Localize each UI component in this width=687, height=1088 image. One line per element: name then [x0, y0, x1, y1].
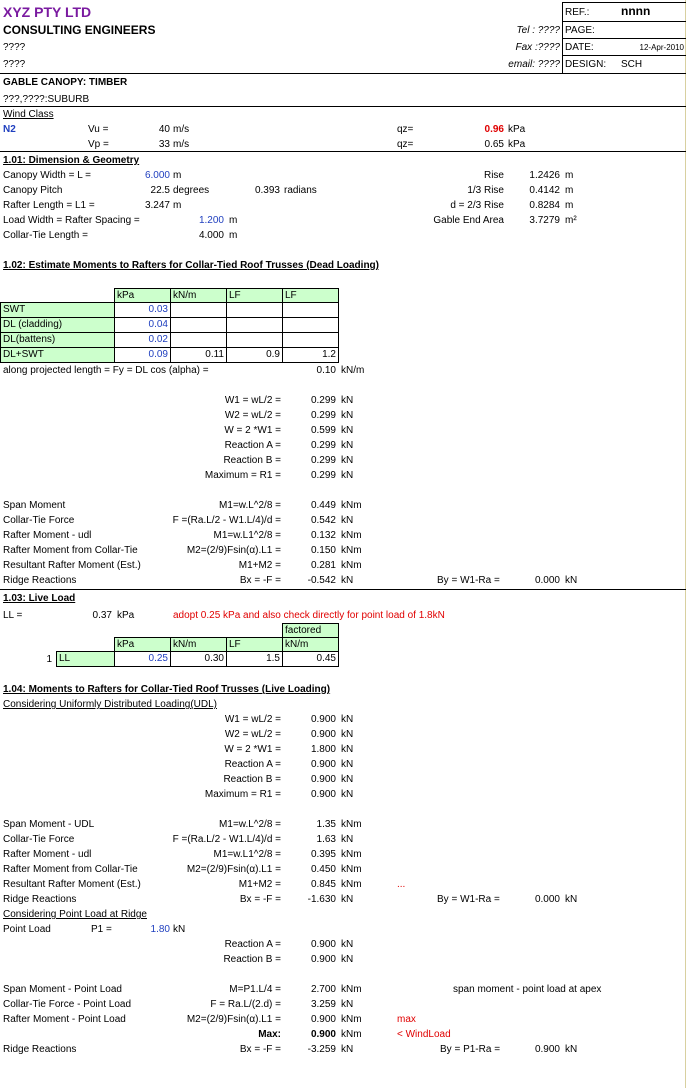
- moment-formula: M2=(2/9)Fsin(α).L1 =: [186, 545, 281, 556]
- canopy-width-value: 6.000: [144, 170, 170, 181]
- moment-unit: kNm: [341, 1014, 362, 1025]
- by-unit: kN: [565, 894, 578, 905]
- moment-value: 0.281: [310, 560, 336, 571]
- live-table-header: kN/m: [170, 637, 227, 652]
- moment-formula: F =(Ra.L/2 - W1.L/4)/d =: [172, 834, 281, 845]
- third-rise-label: 1/3 Rise: [467, 185, 504, 196]
- by-value: 0.000: [534, 575, 560, 586]
- collar-tie-length-unit: m: [229, 230, 238, 241]
- qz-label: qz=: [397, 124, 414, 135]
- rafter-length-value: 3.247: [144, 200, 170, 211]
- moment-formula: M1=w.L^2/8 =: [219, 819, 281, 830]
- reaction-value: 0.299: [310, 455, 336, 466]
- qz-unit: kPa: [508, 139, 526, 150]
- factored-header: factored: [282, 623, 339, 638]
- vp-label: Vp =: [88, 139, 109, 150]
- section-1-04-heading: 1.04: Moments to Rafters for Collar-Tied Roof Trusses (Live Loading): [3, 684, 331, 695]
- moment-formula: F =(Ra.L/2 - W1.L/4)/d =: [172, 515, 281, 526]
- moment-formula: M2=(2/9)Fsin(α).L1 =: [186, 1014, 281, 1025]
- vp-value: 33: [158, 139, 170, 150]
- moment-unit: kNm: [341, 984, 362, 995]
- moment-formula: M1=w.L1^2/8 =: [213, 849, 281, 860]
- qz-unit: kPa: [508, 124, 526, 135]
- dead-row-lf: 0.9: [226, 347, 283, 363]
- rise-value: 1.2426: [529, 170, 560, 181]
- header-box-top: [562, 2, 686, 3]
- moment-formula: Bx = -F =: [239, 894, 281, 905]
- point-load-label: Point Load: [3, 924, 51, 935]
- ref-label: REF.:: [565, 7, 590, 18]
- moment-name: Span Moment - UDL: [3, 819, 95, 830]
- reaction-label: Maximum = R1 =: [204, 470, 281, 481]
- dead-row-label: DL (cladding): [0, 317, 115, 333]
- live-table-header: kPa: [114, 637, 171, 652]
- moment-unit: kN: [341, 1044, 354, 1055]
- reaction-label: W1 = wL/2 =: [224, 714, 281, 725]
- moment-name: Ridge Reactions: [3, 1044, 77, 1055]
- reaction-value: 1.800: [310, 744, 336, 755]
- reaction-unit: kN: [341, 939, 354, 950]
- rafter-length-label: Rafter Length = L1 =: [3, 200, 95, 211]
- rise-unit: m: [565, 170, 574, 181]
- moment-unit: kNm: [341, 864, 362, 875]
- page-label: PAGE:: [565, 25, 595, 36]
- dead-row-label: DL(battens): [0, 332, 115, 348]
- reaction-value: 0.299: [310, 410, 336, 421]
- moment-value: 0.542: [310, 515, 336, 526]
- section-1-02-heading: 1.02: Estimate Moments to Rafters for Collar-Tied Roof Trusses (Dead Loading): [3, 260, 379, 271]
- moment-formula: F = Ra.L/(2.d) =: [210, 999, 281, 1010]
- ll-value: 0.37: [92, 610, 112, 621]
- reaction-unit: kN: [341, 425, 354, 436]
- project-divider: [0, 106, 686, 107]
- reaction-label: Reaction B =: [223, 774, 281, 785]
- reaction-label: W2 = wL/2 =: [224, 410, 281, 421]
- reaction-value: 0.900: [310, 939, 336, 950]
- dead-row-knm: 0.11: [170, 347, 227, 363]
- reaction-unit: kN: [341, 729, 354, 740]
- dead-table-header: LF: [226, 288, 283, 303]
- load-width-value: 1.200: [198, 215, 224, 226]
- qz-label: qz=: [397, 139, 414, 150]
- wind-load-note: < WindLoad: [397, 1029, 451, 1040]
- moment-formula: M=P1.L/4 =: [229, 984, 281, 995]
- design-value: SCH: [621, 59, 643, 70]
- reaction-unit: kN: [341, 774, 354, 785]
- p1-label: P1 =: [91, 924, 112, 935]
- moment-unit: kNm: [341, 560, 362, 571]
- qz-service-value: 0.65: [484, 139, 504, 150]
- moment-value: 2.700: [310, 984, 336, 995]
- reaction-unit: kN: [341, 455, 354, 466]
- wind-class-value: N2: [3, 124, 16, 135]
- vu-label: Vu =: [88, 124, 109, 135]
- dead-row-lf: [226, 332, 283, 348]
- reaction-label: Maximum = R1 =: [204, 789, 281, 800]
- dead-row-kpa: 0.03: [114, 302, 171, 318]
- max-unit: kNm: [341, 1029, 362, 1040]
- reaction-value: 0.900: [310, 789, 336, 800]
- reaction-label: Reaction A =: [224, 440, 281, 451]
- projected-length-label: along projected length = Fy = DL cos (alpha) =: [3, 365, 209, 376]
- live-row-lf: 1.5: [226, 651, 283, 667]
- gable-area-label: Gable End Area: [433, 215, 504, 226]
- reaction-label: W = 2 *W1 =: [224, 744, 281, 755]
- reaction-value: 0.299: [310, 470, 336, 481]
- moment-name: Ridge Reactions: [3, 894, 77, 905]
- ref-value: nnnn: [621, 4, 651, 18]
- dead-row-lf: [282, 302, 339, 318]
- moment-name: Resultant Rafter Moment (Est.): [3, 879, 141, 890]
- qz-ultimate-value: 0.96: [484, 124, 504, 135]
- moment-value: 3.259: [310, 999, 336, 1010]
- moment-unit: kNm: [341, 500, 362, 511]
- live-table-header: kN/m: [282, 637, 339, 652]
- ellipsis-note: ...: [397, 879, 406, 890]
- fax-label: Fax :????: [515, 42, 560, 53]
- moment-value: 0.450: [310, 864, 336, 875]
- moment-name: Rafter Moment from Collar-Tie: [3, 545, 138, 556]
- design-label: DESIGN:: [565, 59, 607, 70]
- dead-row-knm: [170, 302, 227, 318]
- projected-length-unit: kN/m: [341, 365, 365, 376]
- moment-unit: kNm: [341, 545, 362, 556]
- moment-formula: M1+M2 =: [238, 560, 281, 571]
- moment-formula: Bx = -F =: [239, 575, 281, 586]
- dead-row-knm: [170, 317, 227, 333]
- by-unit: kN: [565, 575, 578, 586]
- moment-unit: kN: [341, 834, 354, 845]
- collar-tie-length-value: 4.000: [198, 230, 224, 241]
- moment-value: 1.63: [316, 834, 336, 845]
- moment-name: Resultant Rafter Moment (Est.): [3, 560, 141, 571]
- moment-name: Rafter Moment - udl: [3, 530, 92, 541]
- d-value: 0.8284: [529, 200, 560, 211]
- reaction-unit: kN: [341, 440, 354, 451]
- reaction-value: 0.900: [310, 774, 336, 785]
- moment-value: 0.449: [310, 500, 336, 511]
- moment-name: Ridge Reactions: [3, 575, 77, 586]
- live-load-note: adopt 0.25 kPa and also check directly for point load of 1.8kN: [173, 610, 445, 621]
- moment-value: -0.542: [307, 575, 336, 586]
- moment-formula: M1=w.L^2/8 =: [219, 500, 281, 511]
- ll-label: LL =: [3, 610, 23, 621]
- reaction-value: 0.900: [310, 714, 336, 725]
- page-right-border: [685, 0, 686, 1088]
- moment-unit: kNm: [341, 879, 362, 890]
- dead-row-kpa: 0.09: [114, 347, 171, 363]
- moment-unit: kN: [341, 515, 354, 526]
- dead-table-header: kN/m: [170, 288, 227, 303]
- span-moment-note: span moment - point load at apex: [453, 984, 602, 995]
- moment-name: Collar-Tie Force: [3, 515, 75, 526]
- reaction-unit: kN: [341, 714, 354, 725]
- dead-row-label: DL+SWT: [0, 347, 115, 363]
- max-value: 0.900: [310, 1029, 336, 1040]
- moment-formula: Bx = -F =: [239, 1044, 281, 1055]
- point-load-heading: Considering Point Load at Ridge: [3, 909, 147, 920]
- reaction-label: Reaction B =: [223, 954, 281, 965]
- radians-unit: radians: [284, 185, 317, 196]
- d-label: d = 2/3 Rise: [450, 200, 504, 211]
- vu-value: 40: [158, 124, 170, 135]
- header-box-divider: [562, 21, 686, 22]
- reaction-value: 0.599: [310, 425, 336, 436]
- dead-row-lf: 1.2: [282, 347, 339, 363]
- by-value: 0.000: [534, 894, 560, 905]
- moment-formula: M1=w.L1^2/8 =: [213, 530, 281, 541]
- p1-unit: kN: [173, 924, 186, 935]
- third-rise-value: 0.4142: [529, 185, 560, 196]
- dead-row-lf: [282, 317, 339, 333]
- dead-table-header: LF: [282, 288, 339, 303]
- reaction-unit: kN: [341, 789, 354, 800]
- reaction-label: Reaction A =: [224, 939, 281, 950]
- moment-name: Rafter Moment from Collar-Tie: [3, 864, 138, 875]
- moment-value: 0.132: [310, 530, 336, 541]
- reaction-unit: kN: [341, 470, 354, 481]
- canopy-pitch-value: 22.5: [150, 185, 170, 196]
- dead-row-lf: [226, 302, 283, 318]
- date-label: DATE:: [565, 42, 594, 53]
- reaction-value: 0.900: [310, 759, 336, 770]
- moment-name: Rafter Moment - Point Load: [3, 1014, 126, 1025]
- moment-unit: kN: [341, 894, 354, 905]
- reaction-value: 0.299: [310, 395, 336, 406]
- moment-name: Span Moment: [3, 500, 66, 511]
- canopy-pitch-unit: degrees: [173, 185, 210, 196]
- canopy-pitch-label: Canopy Pitch: [3, 185, 63, 196]
- vp-unit: m/s: [173, 139, 190, 150]
- dead-row-kpa: 0.04: [114, 317, 171, 333]
- moment-formula: M2=(2/9)Fsin(α).L1 =: [186, 864, 281, 875]
- reaction-unit: kN: [341, 395, 354, 406]
- moment-value: -1.630: [307, 894, 336, 905]
- by-unit: kN: [565, 1044, 578, 1055]
- canopy-pitch-radians: 0.393: [254, 185, 280, 196]
- moment-unit: kNm: [341, 819, 362, 830]
- by-label: By = W1-Ra =: [437, 575, 500, 586]
- rise-label: Rise: [483, 170, 504, 181]
- reaction-unit: kN: [341, 744, 354, 755]
- live-row-knm: 0.30: [170, 651, 227, 667]
- reaction-unit: kN: [341, 410, 354, 421]
- reaction-unit: kN: [341, 954, 354, 965]
- reaction-label: W1 = wL/2 =: [224, 395, 281, 406]
- moment-name: Collar-Tie Force - Point Load: [3, 999, 132, 1010]
- ll-unit: kPa: [117, 610, 135, 621]
- gable-area-value: 3.7279: [529, 215, 560, 226]
- moment-unit: kNm: [341, 530, 362, 541]
- moment-name: Rafter Moment - udl: [3, 849, 92, 860]
- live-row-label: LL: [56, 651, 115, 667]
- d-unit: m: [565, 200, 574, 211]
- company-subtitle: CONSULTING ENGINEERS: [3, 23, 156, 37]
- dead-row-lf: [226, 317, 283, 333]
- header-box-divider: [562, 55, 686, 56]
- moment-unit: kNm: [341, 849, 362, 860]
- moment-value: 1.35: [316, 819, 336, 830]
- canopy-width-unit: m: [173, 170, 182, 181]
- load-width-label: Load Width = Rafter Spacing =: [3, 215, 140, 226]
- reaction-label: W2 = wL/2 =: [224, 729, 281, 740]
- reaction-label: Reaction A =: [224, 759, 281, 770]
- wind-class-heading: Wind Class: [3, 109, 54, 120]
- live-row-number: 1: [46, 654, 52, 665]
- live-row-factored-knm: 0.45: [282, 651, 339, 667]
- by-label: By = P1-Ra =: [440, 1044, 501, 1055]
- project-location: ???,????:SUBURB: [3, 94, 90, 105]
- wind-divider: [0, 151, 686, 152]
- live-row-kpa: 0.25: [114, 651, 171, 667]
- reaction-value: 0.299: [310, 440, 336, 451]
- vu-unit: m/s: [173, 124, 190, 135]
- email-label: email: ????: [508, 59, 560, 70]
- max-note: max: [397, 1014, 416, 1025]
- moment-name: Collar-Tie Force: [3, 834, 75, 845]
- dead-row-knm: [170, 332, 227, 348]
- address-line-1: ????: [3, 42, 26, 53]
- header-divider: [0, 73, 686, 74]
- reaction-value: 0.900: [310, 954, 336, 965]
- date-value: 12-Apr-2010: [639, 43, 684, 52]
- collar-tie-length-label: Collar-Tie Length =: [3, 230, 88, 241]
- dead-row-lf: [282, 332, 339, 348]
- reaction-label: Reaction B =: [223, 455, 281, 466]
- by-value: 0.900: [534, 1044, 560, 1055]
- moment-value: 0.395: [310, 849, 336, 860]
- rafter-length-unit: m: [173, 200, 182, 211]
- moment-value: -3.259: [307, 1044, 336, 1055]
- reaction-unit: kN: [341, 759, 354, 770]
- projected-length-value: 0.10: [316, 365, 336, 376]
- section-1-01-heading: 1.01: Dimension & Geometry: [3, 155, 140, 166]
- moment-value: 0.900: [310, 1014, 336, 1025]
- third-rise-unit: m: [565, 185, 574, 196]
- reaction-label: W = 2 *W1 =: [224, 425, 281, 436]
- by-label: By = W1-Ra =: [437, 894, 500, 905]
- max-label: Max:: [258, 1029, 281, 1040]
- load-width-unit: m: [229, 215, 238, 226]
- moment-name: Span Moment - Point Load: [3, 984, 122, 995]
- section-1-03-heading: 1.03: Live Load: [3, 593, 76, 604]
- gable-area-unit: m²: [565, 215, 577, 226]
- moment-formula: M1+M2 =: [238, 879, 281, 890]
- tel-label: Tel : ????: [516, 25, 560, 36]
- header-box-divider: [562, 38, 686, 39]
- moment-value: 0.150: [310, 545, 336, 556]
- dead-table-header: kPa: [114, 288, 171, 303]
- dead-row-kpa: 0.02: [114, 332, 171, 348]
- p1-value: 1.80: [150, 924, 170, 935]
- project-title: GABLE CANOPY: TIMBER: [3, 77, 128, 88]
- reaction-value: 0.900: [310, 729, 336, 740]
- moment-unit: kN: [341, 575, 354, 586]
- udl-heading: Considering Uniformly Distributed Loading(UDL): [3, 699, 217, 710]
- company-name: XYZ PTY LTD: [3, 4, 92, 20]
- moment-unit: kN: [341, 999, 354, 1010]
- address-line-2: ????: [3, 59, 26, 70]
- live-table-header: LF: [226, 637, 283, 652]
- canopy-width-label: Canopy Width = L =: [3, 170, 92, 181]
- section-divider: [0, 589, 686, 590]
- moment-value: 0.845: [310, 879, 336, 890]
- dead-row-label: SWT: [0, 302, 115, 318]
